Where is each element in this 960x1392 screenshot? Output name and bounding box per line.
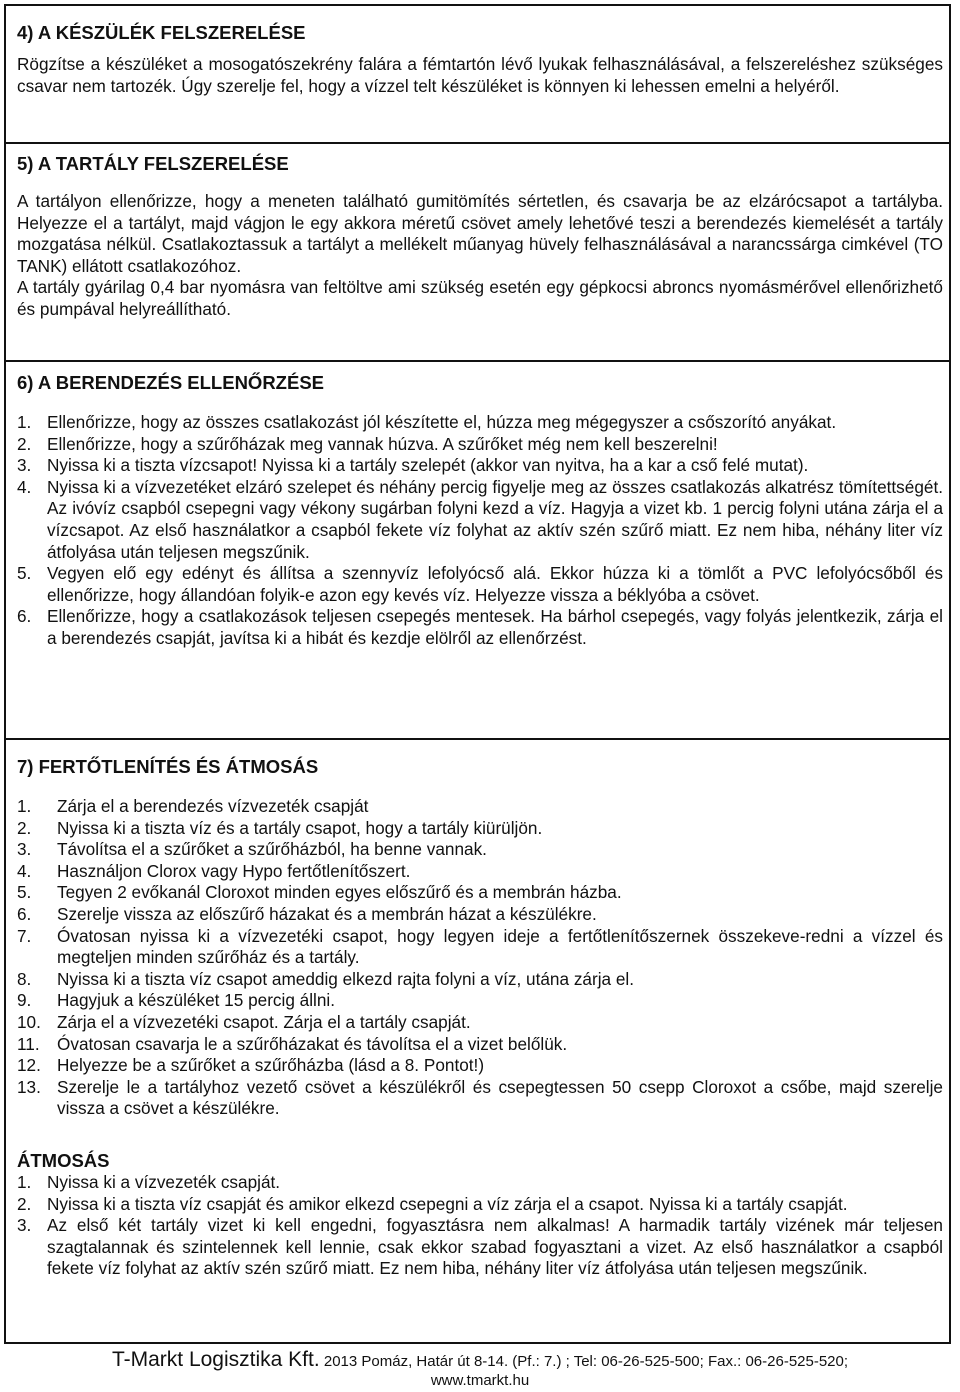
section-4-text: Rögzítse a készüléket a mosogatószekrény falára a fémtartón lévő lyukak felhasználásával, a felszereléshez szükséges csavar nem tartozék. Úgy szerelje fel, hogy a vízzel telt készüléket is könnyen ki lehessen emelni a helyéről. xyxy=(17,54,943,96)
list-item xyxy=(17,818,943,840)
list-item xyxy=(17,606,943,649)
company-address: 2013 Pomáz, Határ út 8-14. (Pf.: 7.) ; Tel: 06-26-525-500; Fax.: 06-26-525-520; xyxy=(323,1353,849,1370)
list-item xyxy=(17,1012,943,1034)
list-item xyxy=(17,1194,943,1216)
list-item-number: 6. xyxy=(17,903,32,924)
list-item xyxy=(17,926,943,969)
list-item-text: Ellenőrizze, hogy a szűrőházak meg vannak húzva. A szűrőket még nem kell beszerelni! xyxy=(47,433,718,454)
section-divider xyxy=(4,360,951,362)
footer-line xyxy=(0,1348,960,1372)
list-item-text: Szerelje le a tartályhoz vezető csövet a készülékről és csepegtessen 50 csepp Cloroxot a csőbe, majd szerelje vissza a csövet a készülékre. xyxy=(57,1076,943,1119)
list-item-number: 1. xyxy=(17,1172,32,1192)
list-item-text: Távolítsa el a szűrőket a szűrőházból, ha benne vannak. xyxy=(57,839,487,860)
footer-web xyxy=(0,1372,960,1389)
section-5 xyxy=(17,153,943,321)
list-item xyxy=(17,969,943,991)
list-item xyxy=(17,1055,943,1077)
section-5-paragraph-2: A tartály gyárilag 0,4 bar nyomásra van feltöltve ami szükség esetén egy gépkocsi abroncs nyomásmérővel ellenőrizhető és pumpával helyreállítható. xyxy=(17,277,943,319)
list-item-text: Használjon Clorox vagy Hypo fertőtlenítőszert. xyxy=(57,860,411,881)
list-item xyxy=(17,1215,943,1280)
list-item-text: Ellenőrizze, hogy a csatlakozások teljesen csepegés mentesek. Ha bárhol csepegés, vagy folyás jelentkezik, zárja el a berendezés csapját, javítsa ki a hibát és kezdje elölről az ellenőrzést. xyxy=(47,606,943,648)
list-item-number: 3. xyxy=(17,455,32,476)
list-item xyxy=(17,1034,943,1056)
section-atmosas xyxy=(17,1150,943,1280)
section-4-title: 4) A KÉSZÜLÉK FELSZERELÉSE xyxy=(17,22,306,43)
section-6 xyxy=(17,372,943,650)
list-item xyxy=(17,990,943,1012)
list-item-number: 7. xyxy=(17,925,32,946)
section-5-paragraph-1: A tartályon ellenőrizze, hogy a meneten található gumitömítés sértetlen, és csavarja be az elzárócsapot a tartályba. Helyezze el a tartályt, majd vágjon le egy akkora méretű csövet amely lehetővé teszi a berendezés kiemelését a tartály mozgatása nélkül. Csatlakoztassuk a tartályt a mellékelt műanyag hüvely felhasználásával a narancssárga cimkével (TO TANK) ellátott csatlakozóhoz. xyxy=(17,191,943,276)
list-item-text: Hagyjuk a készüléket 15 percig állni. xyxy=(57,990,336,1011)
list-item-number: 10. xyxy=(17,1011,41,1032)
list-item-number: 2. xyxy=(17,1193,32,1214)
list-item-number: 5. xyxy=(17,563,32,584)
list-item-text: Szerelje vissza az előszűrő házakat és a membrán házat a készülékre. xyxy=(57,903,597,924)
list-item xyxy=(17,455,943,477)
section-7-title: 7) FERTŐTLENÍTÉS ÉS ÁTMOSÁS xyxy=(17,756,319,777)
list-item-number: 1. xyxy=(17,796,32,816)
list-item xyxy=(17,904,943,926)
list-item-number: 12. xyxy=(17,1055,41,1076)
list-item-text: Óvatosan nyissa ki a vízvezetéki csapot, hogy legyen ideje a fertőtlenítőszernek összekeve-redni a vízzel és megteljen minden szűrőház és a tartály. xyxy=(57,925,943,968)
list-item-text: Nyissa ki a vízvezeték csapját. xyxy=(47,1172,281,1192)
list-item-text: Óvatosan csavarja le a szűrőházakat és távolítsa el a vizet belőlük. xyxy=(57,1033,568,1054)
list-item xyxy=(17,477,943,563)
list-item-number: 3. xyxy=(17,839,32,860)
list-item-number: 4. xyxy=(17,476,32,497)
list-item-text: Nyissa ki a tiszta víz és a tartály csapot, hogy a tartály kiürüljön. xyxy=(57,817,543,838)
list-item-number: 1. xyxy=(17,412,32,432)
section-divider xyxy=(4,738,951,740)
section-7 xyxy=(17,756,943,1120)
website-link[interactable]: www.tmarkt.hu xyxy=(430,1372,530,1389)
list-item xyxy=(17,563,943,606)
list-item-number: 4. xyxy=(17,860,32,881)
list-item-text: Nyissa ki a tiszta víz csapját és amikor elkezd csepegni a víz zárja el a csapot. Nyissa ki a tartály csapját. xyxy=(47,1193,848,1214)
list-item xyxy=(17,434,943,456)
list-item-number: 3. xyxy=(17,1215,32,1236)
list-item xyxy=(17,796,943,818)
list-item-text: Nyissa ki a tiszta vízcsapot! Nyissa ki a tartály szelepét (akkor van nyitva, ha a kar a cső felé mutat). xyxy=(47,455,809,476)
section-7-list xyxy=(17,796,943,1120)
list-item xyxy=(17,1172,943,1194)
list-item-number: 8. xyxy=(17,968,32,989)
atmosas-list xyxy=(17,1172,943,1280)
list-item-text: Az első két tartály vizet ki kell engedni, fogyasztásra nem alkalmas! A harmadik tartály vizének már teljesen szagtalannak és szintelennek kell lennie, csak ekkor szabad fogyasztani a vizet. Az első használatkor a csapból fekete víz folyhat az aktív szén szűrő miatt. Ez nem hiba, néhány liter víz átfolyása után teljesen megszűnik. xyxy=(47,1215,943,1279)
section-6-list xyxy=(17,412,943,650)
section-4 xyxy=(17,22,943,97)
list-item-text: Vegyen elő egy edényt és állítsa a szennyvíz lefolyócső alá. Ekkor húzza ki a tömlőt a PVC lefolyócsőből és ellenőrizze, hogy állandóan folyik-e azon egy kevés víz. Helyezze vissza a béklyóba a csövet. xyxy=(47,563,943,605)
list-item-text: Zárja el a vízvezetéki csapot. Zárja el a tartály csapját. xyxy=(57,1011,471,1032)
list-item xyxy=(17,839,943,861)
list-item-text: Zárja el a berendezés vízvezeték csapját xyxy=(57,796,369,816)
list-item xyxy=(17,882,943,904)
list-item-text: Nyissa ki a tiszta víz csapot ameddig elkezd rajta folyni a víz, utána zárja el. xyxy=(57,968,634,989)
list-item-number: 13. xyxy=(17,1076,41,1097)
list-item xyxy=(17,412,943,434)
atmosas-title: ÁTMOSÁS xyxy=(17,1150,110,1171)
section-5-title: 5) A TARTÁLY FELSZERELÉSE xyxy=(17,153,289,174)
section-divider xyxy=(4,142,951,144)
list-item-number: 6. xyxy=(17,606,32,627)
list-item-number: 11. xyxy=(17,1033,40,1054)
list-item-text: Tegyen 2 evőkanál Cloroxot minden egyes előszűrő és a membrán házba. xyxy=(57,882,622,903)
list-item-text: Ellenőrizze, hogy az összes csatlakozást jól készítette el, húzza meg mégegyszer a csőszorító anyákat. xyxy=(47,412,837,432)
list-item xyxy=(17,861,943,883)
list-item-text: Helyezze be a szűrőket a szűrőházba (lásd a 8. Pontot!) xyxy=(57,1055,485,1076)
section-6-title: 6) A BERENDEZÉS ELLENŐRZÉSE xyxy=(17,372,325,393)
list-item xyxy=(17,1077,943,1120)
list-item-number: 9. xyxy=(17,990,32,1011)
list-item-number: 5. xyxy=(17,882,32,903)
list-item-text: Nyissa ki a vízvezetéket elzáró szelepet és néhány percig figyelje meg az összes csatlakozás alkatrész tömítettségét. Az ivóvíz csapból csepegni vagy vékony sugárban folyni kezd a víz. Hagyja a vizet kb. 1 percig folyni utána zárja el a vízcsapot. Az első használatkor a csapból fekete víz folyhat az aktív szén szűrő miatt. Ez nem hiba, néhány liter víz átfolyása után teljesen megszűnik. xyxy=(47,476,943,562)
list-item-number: 2. xyxy=(17,433,32,454)
list-item-number: 2. xyxy=(17,817,32,838)
company-name: T-Markt Logisztika Kft. xyxy=(111,1348,320,1371)
